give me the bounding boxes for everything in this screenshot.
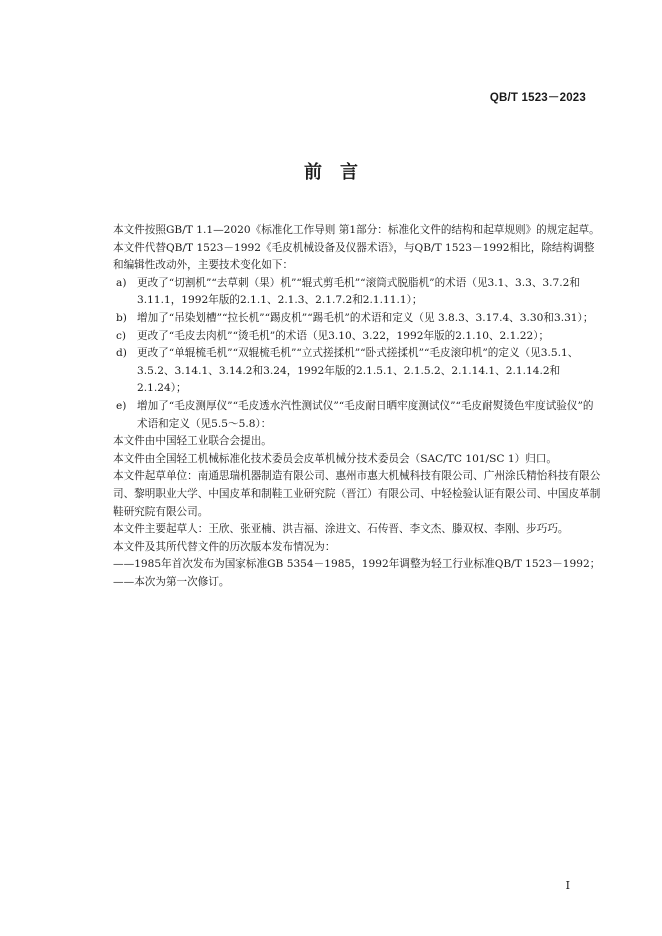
paragraph-responsible-committee: [92, 451, 602, 469]
paragraph-text: 本文件按照GB/T 1.1—2020《标准化工作导则 第1部分：标准化文件的结构和起草规则》的规定起草。: [113, 224, 600, 236]
item-marker: a): [116, 276, 127, 289]
item-text: 更改了“毛皮去肉机”“烫毛机”的术语（见3.10、3.22，1992年版的2.1.10、2.1.22）；: [137, 329, 550, 342]
item-marker: b): [116, 311, 127, 324]
standard-code: QB/T 1523－2023: [489, 92, 586, 104]
paragraph-drafting-organizations: [92, 468, 602, 521]
change-item-c: [92, 328, 602, 346]
paragraph-text: 本文件起草单位：南通思瑞机器制造有限公司、惠州市惠大机械科技有限公司、广州涂氏精怡科技有限公司、黎明职业大学、中国皮革和制鞋工业研究院（晋江）有限公司、中轻检验认证有限公司、中国皮革制鞋研究院有限公司。: [113, 470, 601, 518]
change-item-e: [92, 398, 602, 433]
page-title: 前言: [304, 162, 376, 183]
paragraph-text: 本文件代替QB/T 1523－1992《毛皮机械设备及仪器术语》，与QB/T 1523－1992相比，除结构调整和编辑性改动外，主要技术变化如下：: [113, 241, 595, 272]
page-number: I: [565, 879, 570, 892]
paragraph-drafting-rules: [92, 222, 602, 240]
change-item-a: [92, 275, 602, 310]
item-marker: e): [116, 399, 127, 412]
history-entry: ——1985年首次发布为国家标准GB 5354－1985，1992年调整为轻工行业标准QB/T 1523－1992；: [113, 558, 601, 571]
paragraph-proposer: [92, 433, 602, 451]
item-text: 增加了“毛皮测厚仪”“毛皮透水汽性测试仪”“毛皮耐日晒牢度测试仪”“毛皮耐熨烫色牢度试验仪”的术语和定义（见5.5～5.8）：: [137, 399, 594, 430]
item-text: 更改了“单辊梳毛机”“双辊梳毛机”“立式搓揉机”“卧式搓揉机”“毛皮滚印机”的定义（见3.5.1、3.5.2、3.14.1、3.14.2和3.24，1992年版的2.1.5.1、2.1.5.2、2.1.14.1、2.1.14.2和2.1.24）；: [137, 347, 579, 395]
item-text: 更改了“切割机”“去草刺（果）机”“辊式剪毛机”“滚筒式脱脂机”的术语（见3.1、3.3、3.7.2和3.11.1，1992年版的2.1.1、2.1.3、2.1.7.2和2.1.11.1）；: [137, 276, 580, 307]
paragraph-history-intro: [92, 539, 602, 557]
item-text: 增加了“吊染划槽”“拉长机”“踢皮机”“踢毛机”的术语和定义（见 3.8.3、3.17.4、3.30和3.31）；: [137, 311, 594, 324]
item-marker: d): [116, 347, 127, 360]
paragraph-text: 本文件及其所代替文件的历次版本发布情况为：: [113, 540, 336, 553]
item-marker: c): [116, 329, 127, 342]
change-item-b: [92, 310, 602, 328]
history-entry: ——本次为第一次修订。: [113, 575, 230, 588]
paragraph-drafters: [92, 521, 602, 539]
paragraph-replacement: [92, 240, 602, 275]
change-item-d: [92, 345, 602, 398]
paragraph-text: 本文件主要起草人：王欣、张亚楠、洪吉福、涂进文、石传晋、李文杰、滕双权、李刚、步巧巧。: [113, 523, 569, 536]
foreword-body: [92, 222, 602, 591]
paragraph-text: 本文件由全国轻工机械标准化技术委员会皮革机械分技术委员会（SAC/TC 101/SC 1）归口。: [113, 452, 557, 465]
paragraph-text: 本文件由中国轻工业联合会提出。: [113, 435, 272, 448]
